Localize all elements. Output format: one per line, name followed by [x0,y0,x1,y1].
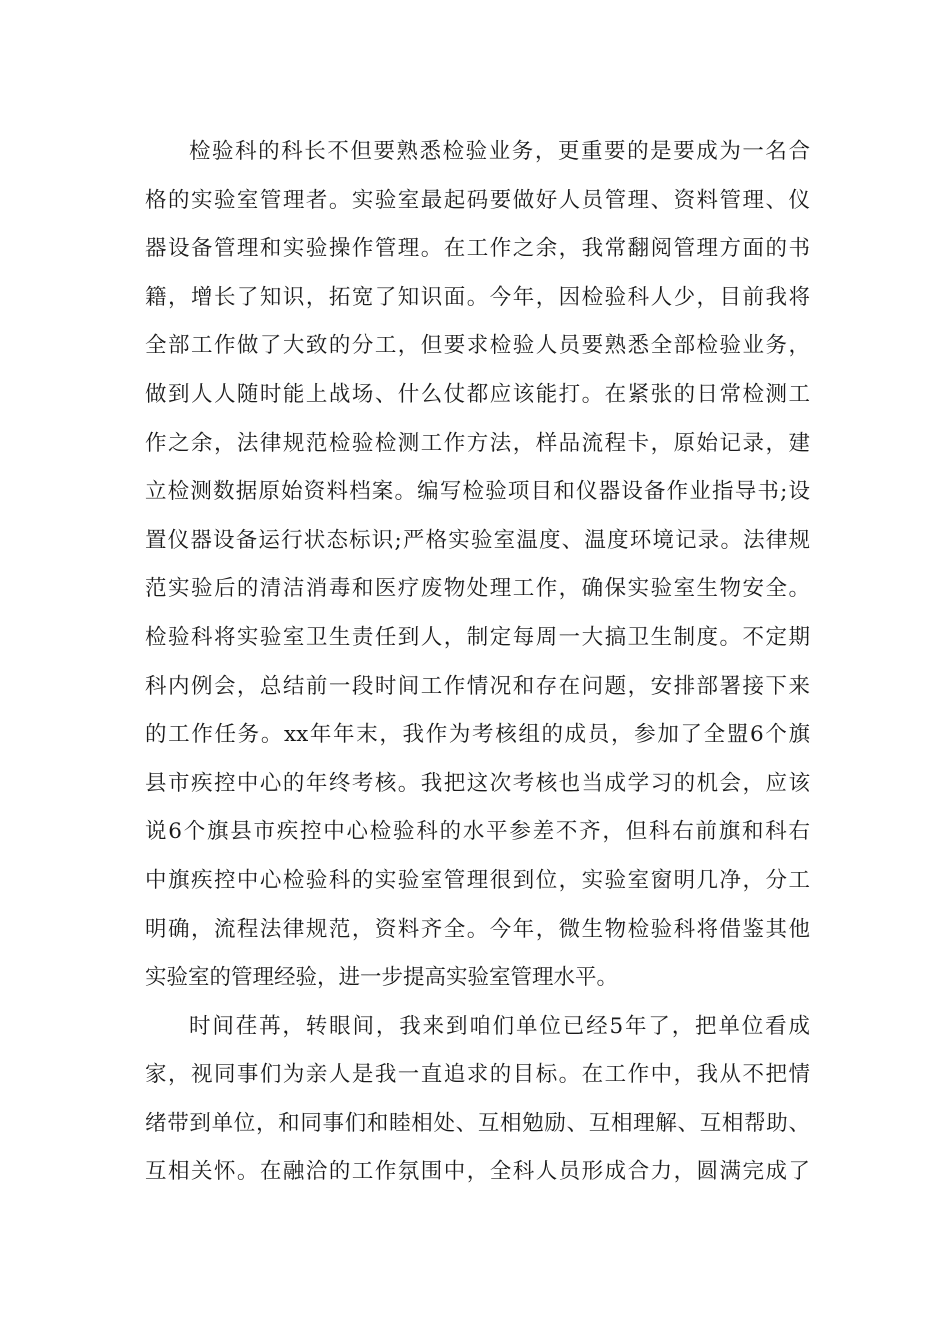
text-line: 格的实验室管理者。实验室最起码要做好人员管理、资料管理、仪 [145,187,810,213]
text-line: 全部工作做了大致的分工，但要求检验人员要熟悉全部检验业务， [145,333,810,359]
text-line: 籍，增长了知识，拓宽了知识面。今年，因检验科人少，目前我将 [145,284,810,310]
text-line: 中旗疾控中心检验科的实验室管理很到位，实验室窗明几净，分工 [145,867,810,893]
text-line: 范实验后的清洁消毒和医疗废物处理工作，确保实验室生物安全。 [145,576,810,602]
body-text [145,128,810,1197]
text-line: 器设备管理和实验操作管理。在工作之余，我常翻阅管理方面的书 [145,236,810,262]
text-line: 绪带到单位，和同事们和睦相处、互相勉励、互相理解、互相帮助、 [145,1110,810,1136]
text-line: 作之余，法律规范检验检测工作方法，样品流程卡，原始记录，建 [145,430,810,456]
text-line: 县市疾控中心的年终考核。我把这次考核也当成学习的机会，应该 [145,770,810,796]
paragraph-lab-management [145,128,810,1003]
text-line: 置仪器设备运行状态标识;严格实验室温度、温度环境记录。法律规 [145,527,810,553]
text-line: 检验科将实验室卫生责任到人，制定每周一大搞卫生制度。不定期 [145,624,810,650]
paragraph-team-harmony [145,1003,810,1197]
text-line: 明确，流程法律规范，资料齐全。今年，微生物检验科将借鉴其他 [145,916,810,942]
text-line: 做到人人随时能上战场、什么仗都应该能打。在紧张的日常检测工 [145,381,810,407]
text-line: 互相关怀。在融洽的工作氛围中，全科人员形成合力，圆满完成了 [145,1159,810,1185]
text-line-last: 实验室的管理经验，进一步提高实验室管理水平。 [145,965,619,991]
text-line: 立检测数据原始资料档案。编写检验项目和仪器设备作业指导书;设 [145,479,810,505]
text-line: 科内例会，总结前一段时间工作情况和存在问题，安排部署接下来 [145,673,810,699]
text-line: 家，视同事们为亲人是我一直追求的目标。在工作中，我从不把情 [145,1062,810,1088]
text-line: 说6个旗县市疾控中心检验科的水平参差不齐，但科右前旗和科右 [145,819,810,845]
text-line: 检验科的科长不但要熟悉检验业务，更重要的是要成为一名合 [189,139,810,164]
text-line: 的工作任务。xx年年末，我作为考核组的成员，参加了全盟6个旗 [145,722,810,748]
text-line: 时间荏苒，转眼间，我来到咱们单位已经5年了，把单位看成 [189,1013,810,1039]
